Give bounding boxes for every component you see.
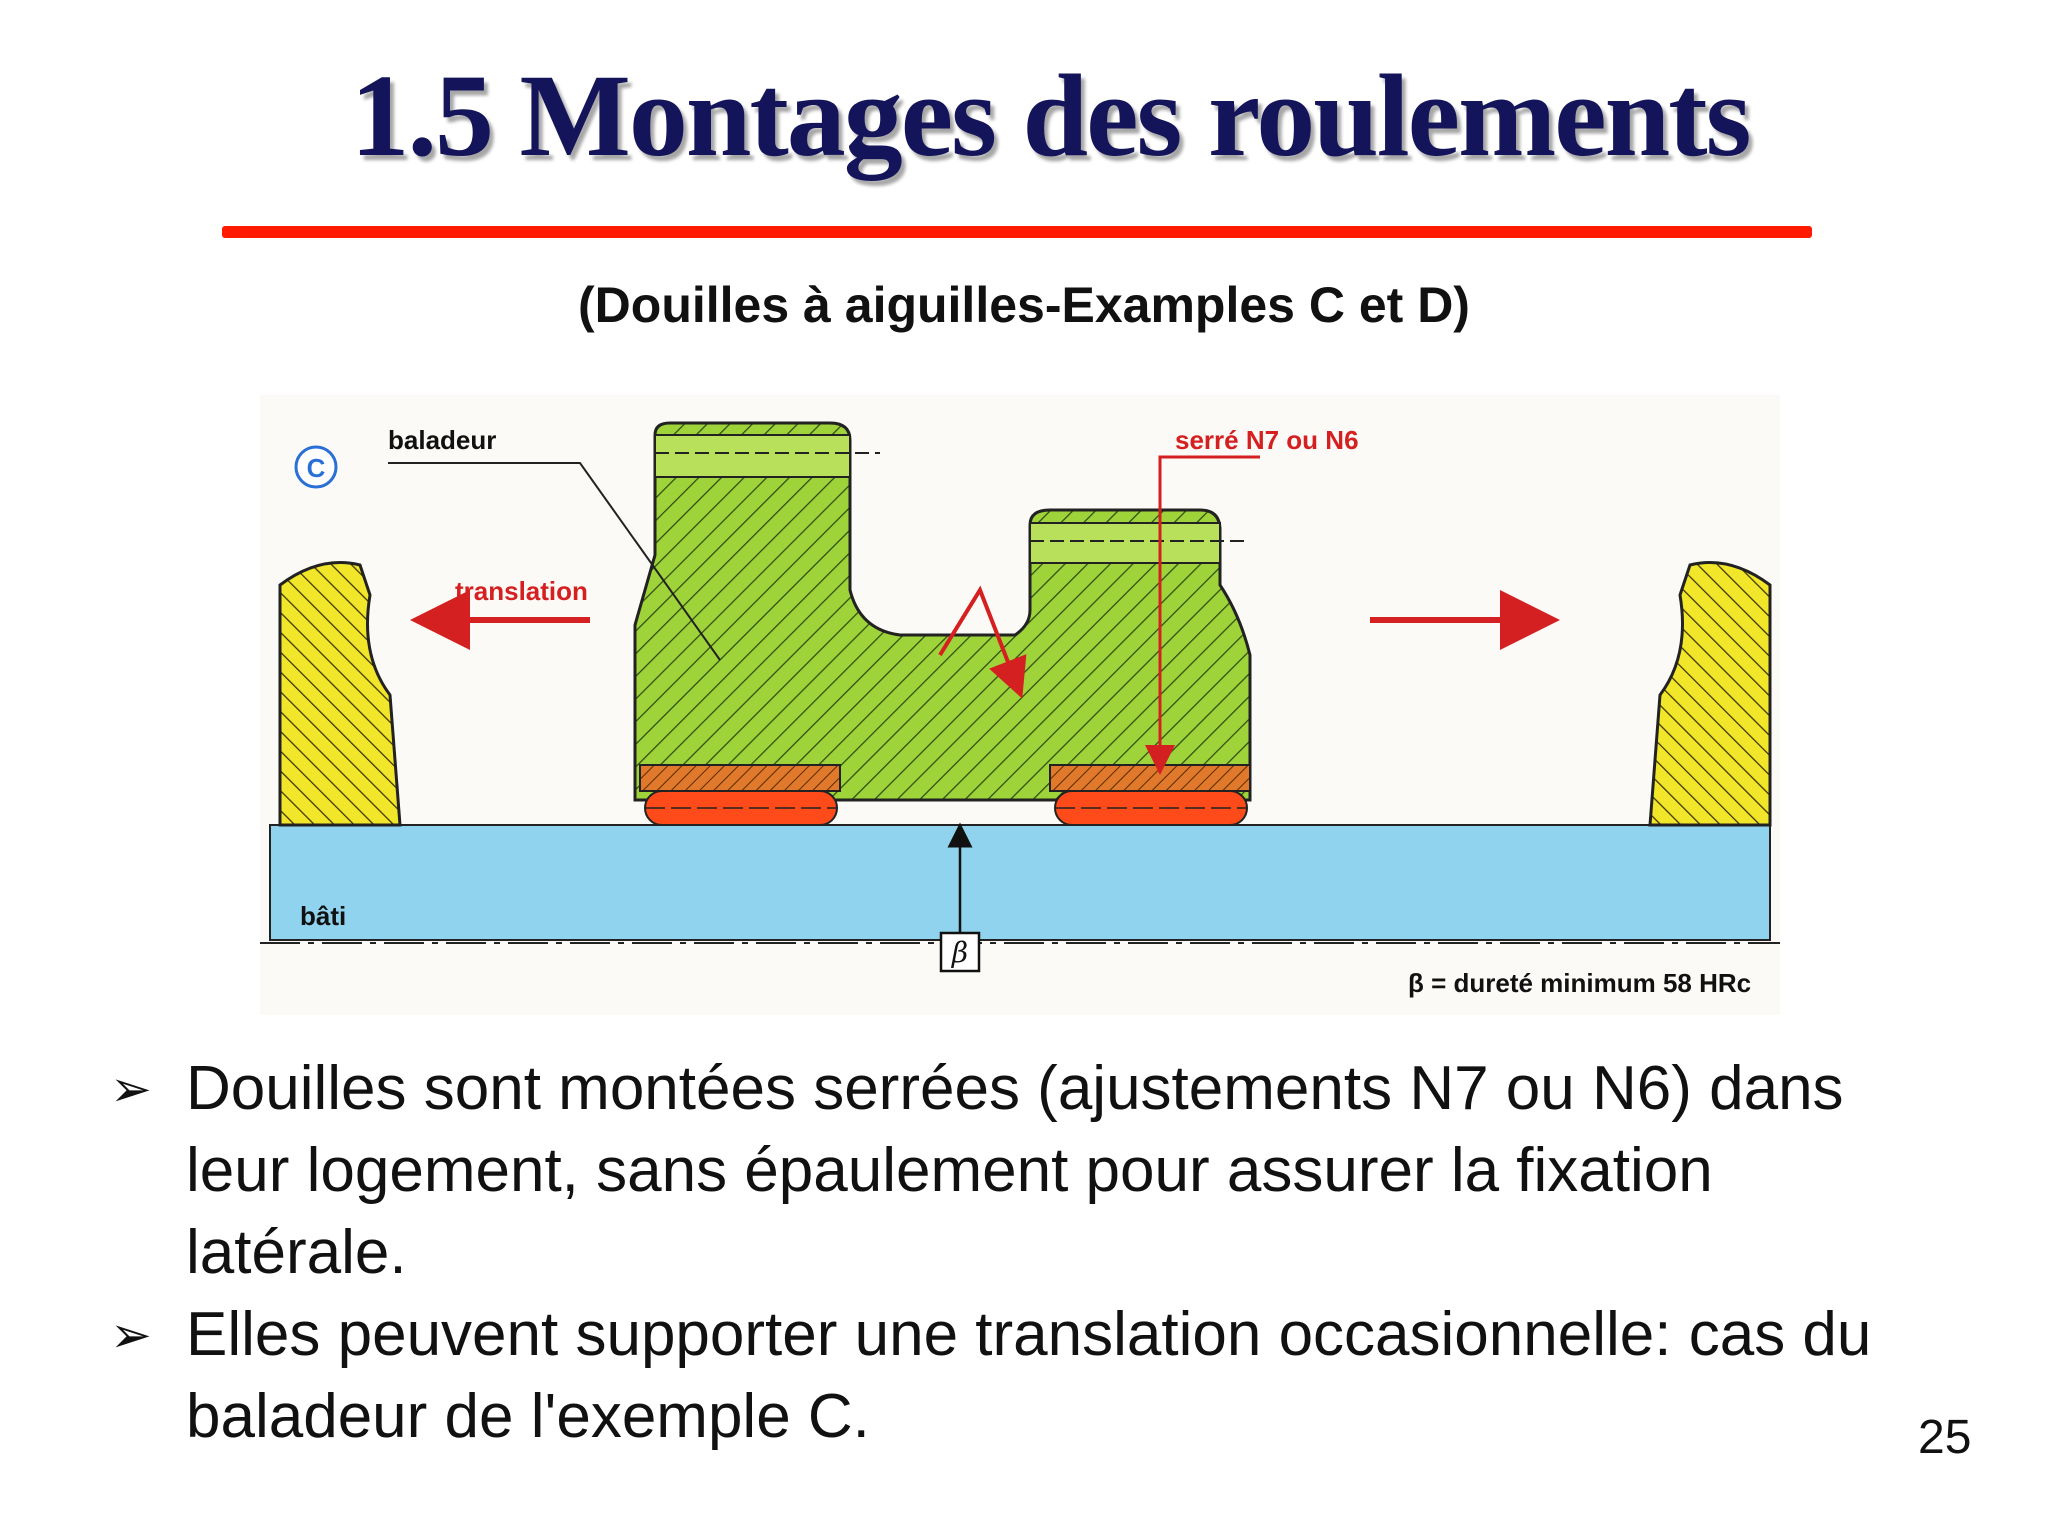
slide-title: 1.5 Montages des roulements bbox=[350, 50, 1750, 181]
label-beta-note: β = dureté minimum 58 HRc bbox=[1408, 968, 1752, 998]
gear-teeth-right bbox=[1030, 523, 1220, 563]
label-translation: translation bbox=[455, 576, 588, 606]
bearing-mount-diagram bbox=[260, 395, 1780, 1015]
bearing-cup-left bbox=[640, 765, 840, 791]
label-serre: serré N7 ou N6 bbox=[1175, 425, 1359, 455]
gear-teeth-left bbox=[655, 435, 850, 477]
label-baladeur: baladeur bbox=[388, 425, 497, 455]
slide-subtitle: (Douilles à aiguilles-Examples C et D) bbox=[578, 277, 1470, 333]
arrow-bullet-icon: ➢ bbox=[110, 1307, 152, 1363]
bullet-list bbox=[110, 1048, 1930, 1458]
bullet-item bbox=[110, 1048, 1930, 1294]
bullet-text: Douilles sont montées serrées (ajustements N7 ou N6) dans leur logement, sans épaulement pour assurer la fixation latérale. bbox=[186, 1054, 1844, 1287]
bullet-item bbox=[110, 1294, 1930, 1458]
example-c-letter: C bbox=[306, 453, 326, 483]
label-bati: bâti bbox=[300, 901, 347, 931]
bearing-cup-right bbox=[1050, 765, 1250, 791]
page-number: 25 bbox=[1918, 1411, 1972, 1464]
shaft bbox=[270, 825, 1770, 940]
bullet-text: Elles peuvent supporter une translation occasionnelle: cas du baladeur de l'exemple C. bbox=[186, 1300, 1872, 1451]
title-underline bbox=[222, 226, 1812, 238]
beta-symbol: β bbox=[951, 936, 969, 969]
arrow-bullet-icon: ➢ bbox=[110, 1061, 152, 1117]
